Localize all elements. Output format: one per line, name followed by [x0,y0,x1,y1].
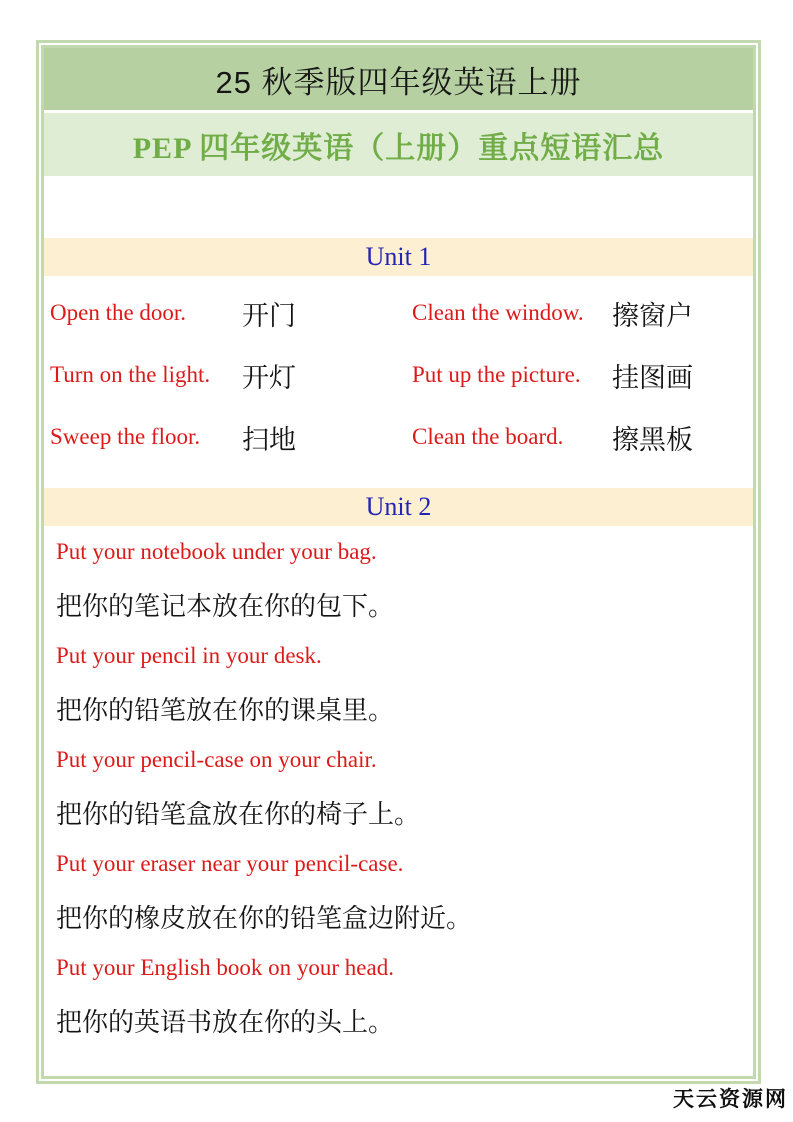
english-phrase: Clean the window. [412,300,584,325]
chinese-translation: 扫地 [242,424,296,455]
english-phrase: Put your notebook under your bag. [56,539,377,564]
unit2-chinese-line [56,994,753,1046]
document-title-band [44,48,753,110]
unit2-english-line [56,838,753,890]
chinese-translation: 擦黑板 [612,424,693,455]
english-phrase: Turn on the light. [50,362,211,387]
unit1-label: Unit 1 [365,242,432,271]
english-phrase: Put your pencil-case on your chair. [56,747,377,772]
chinese-translation: 擦窗户 [612,300,693,331]
english-phrase: Sweep the floor. [50,424,201,449]
unit2-lines [44,526,753,1046]
chinese-translation: 把你的铅笔放在你的课桌里。 [56,694,395,725]
unit2-chinese-line [56,682,753,734]
unit2-banner [44,488,753,526]
chinese-translation: 挂图画 [612,362,693,393]
unit2-english-line [56,734,753,786]
unit1-phrase-row [50,282,753,344]
document-subtitle: PEP 四年级英语（上册）重点短语汇总 [132,131,665,165]
english-phrase: Put up the picture. [412,362,581,387]
unit2-chinese-line [56,786,753,838]
unit1-phrase-row [50,406,753,468]
english-phrase: Open the door. [50,300,187,325]
chinese-translation: 开门 [242,300,296,331]
document-title: 25 秋季版四年级英语上册 [215,64,582,100]
english-phrase: Put your English book on your head. [56,955,394,980]
chinese-translation: 开灯 [242,362,296,393]
english-phrase: Put your pencil in your desk. [56,643,322,668]
unit2-label: Unit 2 [365,492,432,521]
unit1-rows [44,276,753,468]
unit1-phrase-row [50,344,753,406]
unit2-english-line [56,630,753,682]
unit2-english-line [56,526,753,578]
english-phrase: Clean the board. [412,424,564,449]
chinese-translation: 把你的笔记本放在你的包下。 [56,590,395,621]
unit1-banner [44,238,753,276]
chinese-translation: 把你的橡皮放在你的铅笔盒边附近。 [56,902,473,933]
unit2-chinese-line [56,890,753,942]
site-watermark: 天云资源网 [673,1088,788,1111]
document-subtitle-band [44,113,753,176]
unit2-english-line [56,942,753,994]
english-phrase: Put your eraser near your pencil-case. [56,851,404,876]
chinese-translation: 把你的铅笔盒放在你的椅子上。 [56,798,421,829]
unit2-chinese-line [56,578,753,630]
document-page-frame [36,40,761,1084]
chinese-translation: 把你的英语书放在你的头上。 [56,1006,395,1037]
